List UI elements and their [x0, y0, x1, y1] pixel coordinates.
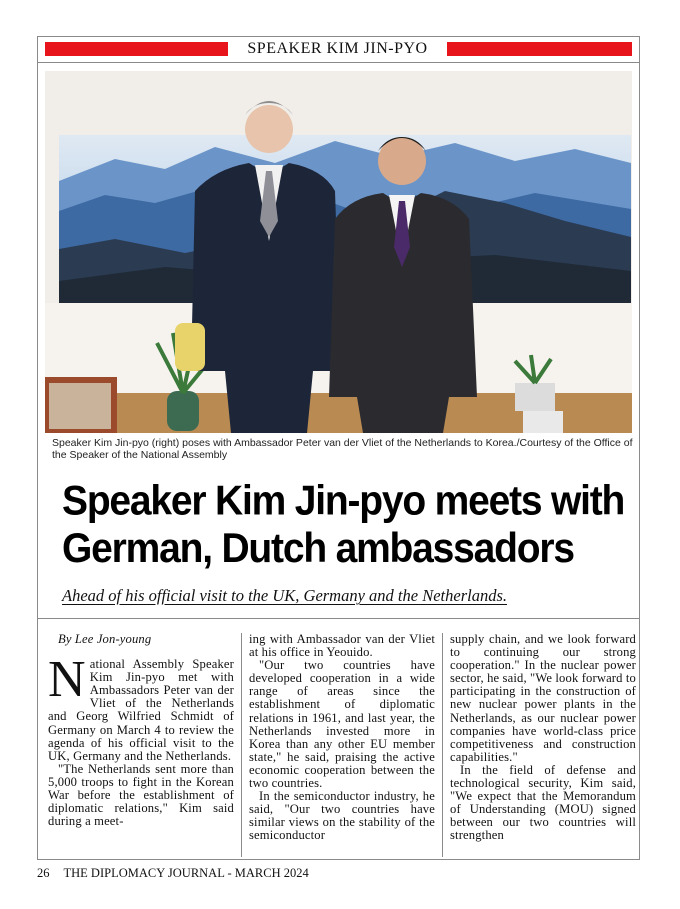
- drop-cap: N: [48, 651, 86, 709]
- column-separator: [442, 633, 443, 857]
- paragraph: supply chain, and we look forward to continuing our strong cooperation." In the nuclear power sector, he said, "We look forward to participating in the construction of new nuclear power plants in the Netherlands, as our nuclear power companies have world-class price competitiveness and construction capabilities.": [450, 632, 636, 764]
- column-3: [450, 633, 636, 843]
- publication-name: THE DIPLOMACY JOURNAL - MARCH 2024: [63, 866, 309, 880]
- column-separator: [241, 633, 242, 857]
- headline-line-2: German, Dutch ambassadors: [62, 525, 574, 572]
- banner-bar-right: [447, 42, 632, 56]
- banner-bar-left: [45, 42, 228, 56]
- paragraph: In the semiconductor industry, he said, "Our two countries have similar views on the stability of the semiconductor: [249, 789, 435, 843]
- byline: By Lee Jon-young: [58, 632, 152, 646]
- lead-paragraph: [48, 651, 234, 763]
- article-headline: [62, 478, 637, 573]
- column-2: [249, 633, 435, 843]
- article-photo: [45, 71, 632, 433]
- column-1: [48, 633, 234, 828]
- photo-illustration: [45, 71, 632, 433]
- paragraph: ing with Ambassador van der Vliet at his office in Yeouido.: [249, 632, 435, 660]
- banner-rule: [38, 62, 639, 63]
- page-number: 26: [37, 866, 50, 880]
- page-footer: [37, 866, 309, 881]
- section-title: SPEAKER KIM JIN-PYO: [247, 40, 428, 57]
- headline-line-1: Speaker Kim Jin-pyo meets with: [62, 478, 625, 525]
- paragraph: "The Netherlands sent more than 5,000 troops to fight in the Korean War before the establishment of diplomatic relations," Kim said during a meet-: [48, 761, 234, 829]
- article-deck: Ahead of his official visit to the UK, Germany and the Netherlands.: [62, 586, 507, 605]
- photo-caption: Speaker Kim Jin-pyo (right) poses with Ambassador Peter van der Vliet of the Netherlands to Korea./Courtesy of the Office of the Speaker of the National Assembly: [52, 437, 633, 461]
- deck-rule: [38, 618, 639, 619]
- paragraph: In the field of defense and technological security, Kim said, "We expect that the Memorandum of Understanding (MOU) signed between our two countries will strengthen: [450, 762, 636, 843]
- lead-text: ational Assembly Speaker Kim Jin-pyo met with Ambassadors Peter van der Vliet of the Netherlands and Georg Wilfried Schmidt of Germany on March 4 to review the agenda of his official visit to the UK, Germany and the Netherlands.: [48, 657, 234, 763]
- paragraph: "Our two countries have developed cooperation in a wide range of areas since the establishment of diplomatic relations in 1961, and last year, the Netherlands invested more in Korea than any other EU member state," he said, praising the active economic cooperation between the two countries.: [249, 658, 435, 791]
